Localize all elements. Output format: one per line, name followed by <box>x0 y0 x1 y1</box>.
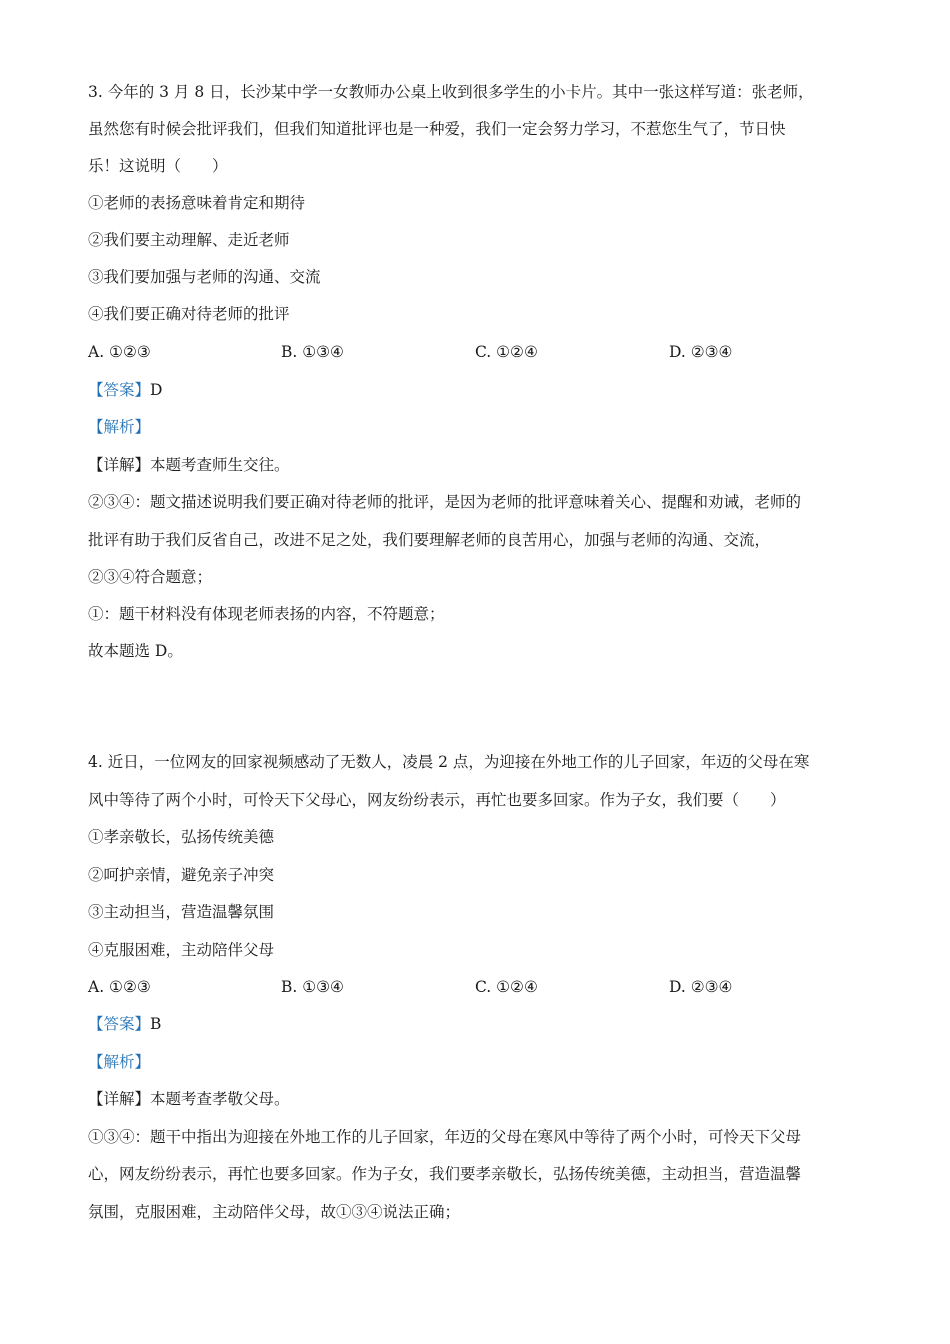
q4-option-c: C. ①②④ <box>475 978 538 996</box>
q4-detail-line-1: 【详解】本题考查孝敬父母。 <box>88 1090 290 1108</box>
q3-options <box>88 342 888 362</box>
q4-analysis-tag: 【解析】 <box>88 1053 151 1071</box>
q3-analysis-tag: 【解析】 <box>88 418 151 436</box>
q3-option-d: D. ②③④ <box>669 343 733 361</box>
q4-answer-line <box>88 1014 161 1034</box>
q3-detail-line-1: 【详解】本题考查师生交往。 <box>88 456 290 474</box>
q3-detail-line-2: ②③④：题文描述说明我们要正确对待老师的批评，是因为老师的批评意味着关心、提醒和劝诫，老师的 <box>88 493 802 511</box>
q3-option-b: B. ①③④ <box>281 343 344 361</box>
q3-stem-line-1: 3. 今年的 3 月 8 日，长沙某中学一女教师办公桌上收到很多学生的小卡片。其中一张这样写道：张老师， <box>88 83 814 101</box>
q4-option-b: B. ①③④ <box>281 978 344 996</box>
q4-answer-value: B <box>150 1015 162 1033</box>
q4-detail-line-2: ①③④：题干中指出为迎接在外地工作的儿子回家，年迈的父母在寒风中等待了两个小时，可怜天下父母 <box>88 1128 802 1146</box>
q4-item-4: ④克服困难，主动陪伴父母 <box>88 941 275 959</box>
q4-item-3: ③主动担当，营造温馨氛围 <box>88 903 275 921</box>
q4-item-1: ①孝亲敬长，弘扬传统美德 <box>88 828 275 846</box>
q4-stem-line-2: 风中等待了两个小时，可怜天下父母心，网友纷纷表示，再忙也要多回家。作为子女，我们要（ ） <box>88 791 786 809</box>
q4-stem-line-1: 4. 近日，一位网友的回家视频感动了无数人，凌晨 2 点，为迎接在外地工作的儿子回家，年迈的父母在寒 <box>88 753 810 771</box>
q3-answer-line <box>88 380 162 400</box>
q4-detail-line-4: 氛围，克服困难，主动陪伴父母，故①③④说法正确； <box>88 1203 461 1221</box>
q4-option-a: A. ①②③ <box>88 978 151 996</box>
q4-options <box>88 977 888 997</box>
q3-detail-line-4: ②③④符合题意； <box>88 568 213 586</box>
q3-item-4: ④我们要正确对待老师的批评 <box>88 305 290 323</box>
q4-answer-tag: 【答案】 <box>88 1015 151 1033</box>
q3-stem-line-2: 虽然您有时候会批评我们，但我们知道批评也是一种爱，我们一定会努力学习，不惹您生气了，节日快 <box>88 120 786 138</box>
q3-answer-tag: 【答案】 <box>88 381 151 399</box>
q3-detail-line-6: 故本题选 D。 <box>88 642 183 660</box>
q3-stem-line-3: 乐！这说明（ ） <box>88 157 228 175</box>
q3-option-a: A. ①②③ <box>88 343 151 361</box>
q4-detail-line-3: 心，网友纷纷表示，再忙也要多回家。作为子女，我们要孝亲敬长，弘扬传统美德，主动担当，营造温馨 <box>88 1165 802 1183</box>
q3-detail-line-3: 批评有助于我们反省自己，改进不足之处，我们要理解老师的良苦用心，加强与老师的沟通、交流， <box>88 531 771 549</box>
q3-item-2: ②我们要主动理解、走近老师 <box>88 231 290 249</box>
q3-item-1: ①老师的表扬意味着肯定和期待 <box>88 194 306 212</box>
q4-option-d: D. ②③④ <box>669 978 733 996</box>
q3-option-c: C. ①②④ <box>475 343 538 361</box>
q4-item-2: ②呵护亲情，避免亲子冲突 <box>88 866 275 884</box>
q3-item-3: ③我们要加强与老师的沟通、交流 <box>88 268 321 286</box>
q3-answer-value: D <box>150 381 163 399</box>
q3-detail-line-5: ①：题干材料没有体现老师表扬的内容，不符题意； <box>88 605 445 623</box>
